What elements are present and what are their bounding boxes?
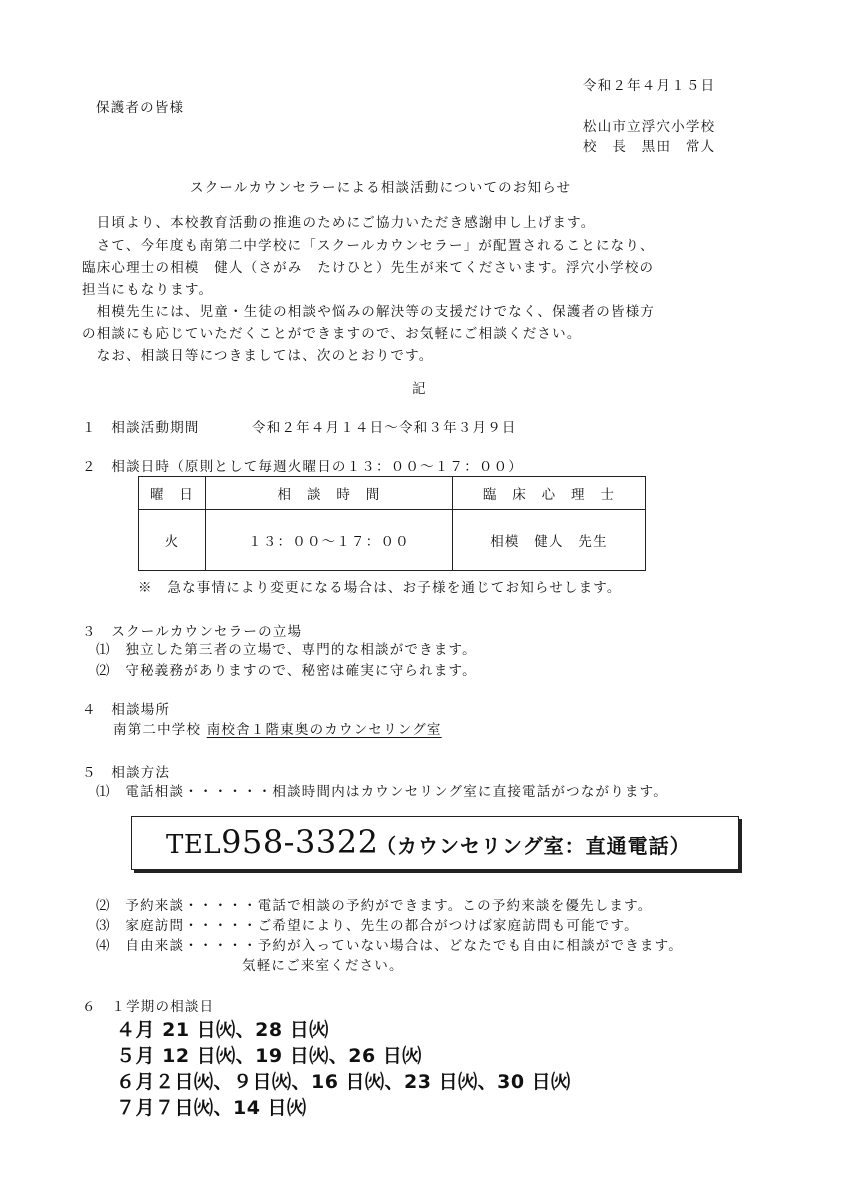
recipient: 保護者の皆様 <box>96 100 185 116</box>
principal-name: 校 長 黒田 常人 <box>583 139 716 155</box>
telephone-number <box>166 823 378 861</box>
table-header-cell: 臨 床 心 理 士 <box>453 477 646 510</box>
schedule-table <box>138 476 646 571</box>
section5-item: ⑵ 予約来談・・・・・電話で相談の予約ができます。この予約来談を優先します。 <box>96 898 653 914</box>
section5-label: ５ 相談方法 <box>82 765 171 781</box>
section4-label: ４ 相談場所 <box>82 702 171 718</box>
schedule-note: ※ 急な事情により変更になる場合は、お子様を通じてお知らせします。 <box>138 580 622 596</box>
intro-line: 日頃より、本校教育活動の推進のためにご協力いただき感謝申し上げます。 <box>82 215 596 231</box>
table-row <box>139 510 646 571</box>
tel-prefix: TEL <box>166 830 222 860</box>
section5-item1: ⑴ 電話相談・・・・・・相談時間内はカウンセリング室に直接電話がつながります。 <box>96 784 668 800</box>
telephone-box <box>131 816 739 870</box>
table-cell: 相模 健人 先生 <box>453 510 646 571</box>
intro-line: 担当にもなります。 <box>82 282 214 298</box>
place-text <box>113 718 442 738</box>
ki-mark: 記 <box>412 381 427 397</box>
table-header-cell: 相 談 時 間 <box>206 477 453 510</box>
document-title: スクールカウンセラーによる相談活動についてのお知らせ <box>190 180 572 196</box>
date-line: ７月７日㈫、14 日㈫ <box>116 1097 307 1119</box>
section2-label: ２ 相談日時（原則として毎週火曜日の１３：００～１７：００） <box>82 459 523 475</box>
date-line: ５月 12 日㈫、19 日㈫、26 日㈫ <box>116 1045 422 1067</box>
section5-item: ⑶ 家庭訪問・・・・・ご希望により、先生の都合がつけば家庭訪問も可能です。 <box>96 918 639 934</box>
school-name: 松山市立浮穴小学校 <box>583 119 716 135</box>
date-line: ６月２日㈫、９日㈫、16 日㈫、23 日㈫、30 日㈫ <box>116 1071 571 1093</box>
date-line: ４月 21 日㈫、28 日㈫ <box>116 1019 329 1041</box>
section6-label: ６ １学期の相談日 <box>82 999 215 1015</box>
section3-item: ⑵ 守秘義務がありますので、秘密は確実に守られます。 <box>96 663 477 679</box>
section5-item4-cont: 気軽にご来室ください。 <box>242 958 404 974</box>
section1-label: １ 相談活動期間 <box>82 420 200 436</box>
section5-item: ⑷ 自由来談・・・・・予約が入っていない場合は、どなたでも自由に相談ができます。 <box>96 938 683 954</box>
place-underlined: 南校舎１階東奥のカウンセリング室 <box>206 722 442 738</box>
section1-value: 令和２年４月１４日～令和３年３月９日 <box>252 420 517 436</box>
table-cell: 火 <box>139 510 206 571</box>
place-prefix: 南第二中学校 <box>113 722 202 738</box>
document-date: 令和２年４月１５日 <box>583 78 716 94</box>
intro-line: なお、相談日等につきましては、次のとおりです。 <box>82 348 434 364</box>
table-header-cell: 曜 日 <box>139 477 206 510</box>
telephone-note: （カウンセリング室：直通電話） <box>376 834 691 858</box>
table-cell: １３：００～１７：００ <box>206 510 453 571</box>
section3-item: ⑴ 独立した第三者の立場で、専門的な相談ができます。 <box>96 642 477 658</box>
intro-line: 臨床心理士の相模 健人（さがみ たけひと）先生が来てくださいます。浮穴小学校の <box>82 260 655 276</box>
intro-line: の相談にも応じていただくことができますので、お気軽にご相談ください。 <box>82 326 582 342</box>
table-header-row <box>139 477 646 510</box>
intro-line: さて、今年度も南第二中学校に「スクールカウンセラー」が配置されることになり、 <box>82 238 655 254</box>
tel-number: 958-3322 <box>221 823 379 861</box>
section3-label: ３ スクールカウンセラーの立場 <box>82 624 303 640</box>
intro-line: 相模先生には、児童・生徒の相談や悩みの解決等の支援だけでなく、保護者の皆様方 <box>82 304 656 320</box>
